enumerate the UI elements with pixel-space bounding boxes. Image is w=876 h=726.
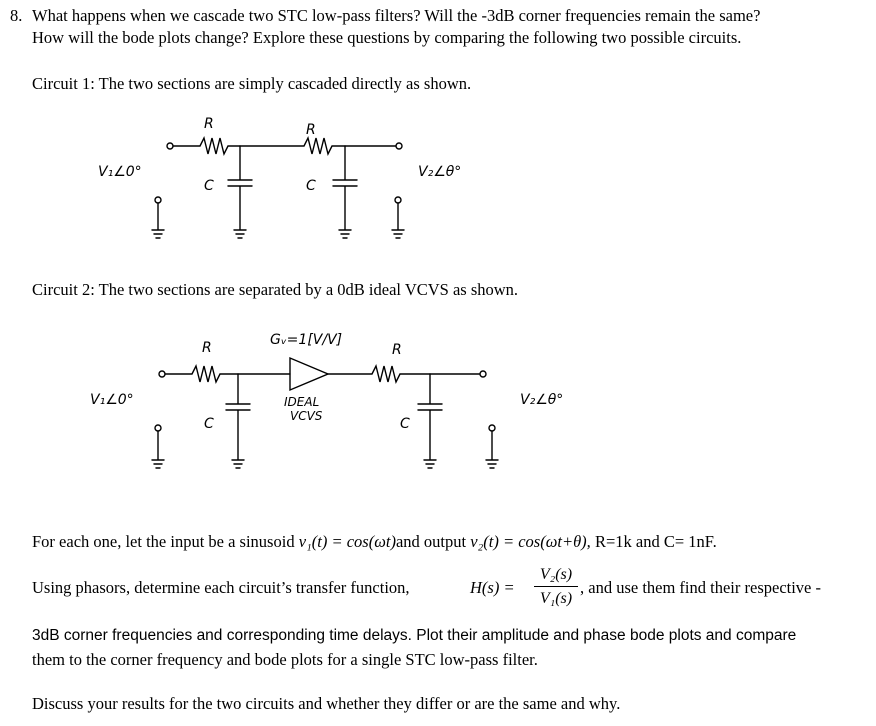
transfer-function-fraction — [534, 566, 578, 608]
c1-output-label: V₂∠θ° — [418, 164, 462, 180]
eq-params: R=1k and C= 1nF. — [594, 532, 717, 551]
c2-input-label: V₁∠0° — [90, 392, 134, 408]
problem-number: 8. — [10, 6, 23, 25]
c2-c2-label: C — [400, 416, 410, 432]
c1-c2-label: C — [306, 178, 316, 194]
line-compare: them to the corner frequency and bode plots for a single STC low-pass filter. — [32, 650, 538, 669]
circuit2-schematic — [80, 318, 580, 488]
c1-r1-label: R — [204, 116, 214, 132]
line-3db: 3dB corner frequencies and corresponding time delays. Plot their amplitude and phase bode plots and compare — [32, 627, 797, 644]
c2-c1-label: C — [204, 416, 214, 432]
c2-vcvs-line1: IDEAL — [284, 395, 320, 409]
eq-line — [32, 532, 717, 552]
intro-line-2: How will the bode plots change? Explore these questions by comparing the following two possible circuits. — [32, 28, 742, 47]
intro-line-1: What happens when we cascade two STC low-pass filters? Will the -3dB corner frequencies remain the same? — [32, 6, 761, 25]
tf-lhs: H(s) = — [470, 578, 515, 597]
c2-output-label: V₂∠θ° — [520, 392, 564, 408]
c1-r2-label: R — [306, 122, 316, 138]
tf-denominator: V₁(s) — [539, 590, 573, 607]
tf-numerator: V₂(s) — [539, 566, 573, 583]
discuss-line: Discuss your results for the two circuits and whether they differ or are the same and why. — [32, 694, 621, 713]
c2-gain-label: Gᵥ=1[V/V] — [270, 332, 343, 348]
circuit1-schematic — [80, 110, 500, 250]
c2-vcvs-line2: VCVS — [290, 409, 323, 423]
c1-input-label: V₁∠0° — [98, 164, 142, 180]
c2-r2-label: R — [392, 342, 402, 358]
circuit2-caption: Circuit 2: The two sections are separated by a 0dB ideal VCVS as shown. — [32, 280, 519, 299]
eq-output: v₂(t) = cos(ωt+θ), — [470, 532, 591, 551]
circuit1-caption: Circuit 1: The two sections are simply cascaded directly as shown. — [32, 74, 472, 93]
eq-mid: and output — [395, 532, 467, 551]
c1-c1-label: C — [204, 178, 214, 194]
eq-prefix: For each one, let the input be a sinusoid — [32, 532, 295, 551]
eq-input: v₁(t) = cos(ωt) — [298, 532, 396, 551]
c2-r1-label: R — [202, 340, 212, 356]
phasor-prefix: Using phasors, determine each circuit’s transfer function, — [32, 578, 410, 597]
fraction-bar — [534, 586, 578, 587]
phasor-suffix: , and use them find their respective - — [580, 578, 821, 597]
